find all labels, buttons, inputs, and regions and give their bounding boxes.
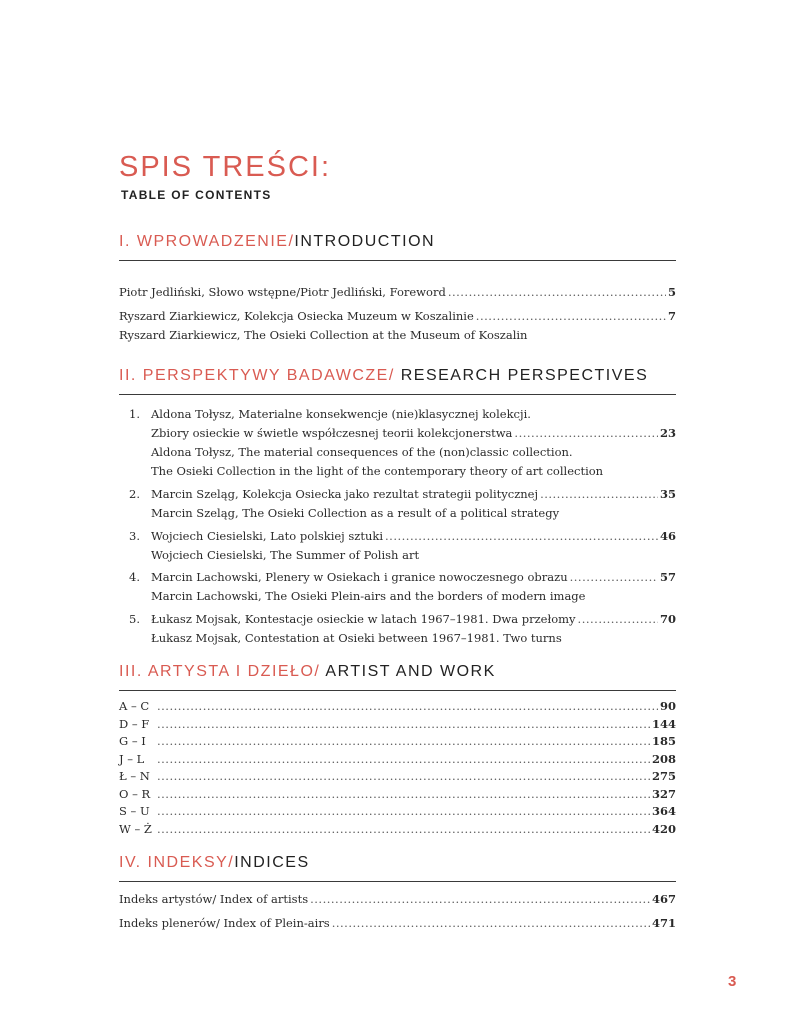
entry-title: Indeks plenerów/ Index of Plein-airs — [119, 916, 330, 930]
entry-title: W – Ż — [119, 821, 152, 836]
section-heading-pl: IV. INDEKSY/ — [119, 854, 235, 871]
alphabetical-index-list — [119, 698, 676, 838]
entry-page: 420 — [651, 821, 676, 836]
dot-leader — [476, 307, 666, 326]
entry-number: 1. — [129, 407, 140, 421]
toc-entry[interactable] — [119, 821, 676, 839]
dot-leader — [514, 424, 658, 443]
toc-entry[interactable] — [119, 914, 676, 933]
toc-entry[interactable] — [119, 485, 676, 523]
toc-entry[interactable] — [119, 610, 676, 648]
entry-page: 144 — [651, 716, 676, 731]
entry-number: 5. — [129, 612, 140, 626]
entry-translation: Marcin Szeląg, The Osieki Collection as a result of a political strategy — [151, 506, 560, 520]
entry-page: 70 — [659, 612, 676, 626]
entry-translation: Aldona Tołysz, The material consequences of the (non)classic collection. — [151, 445, 573, 459]
toc-entry[interactable] — [119, 527, 676, 565]
entry-page: 5 — [667, 285, 676, 299]
section-heading-pl: I. WPROWADZENIE/ — [119, 233, 295, 250]
entry-title: G – I — [119, 734, 146, 748]
entry-page: 57 — [659, 570, 676, 584]
entry-page: 23 — [659, 426, 676, 440]
entry-title: O – R — [119, 786, 151, 801]
section-heading-en: INTRODUCTION — [294, 233, 436, 250]
toc-entry[interactable] — [119, 405, 676, 481]
section-heading-artist-and-work — [119, 662, 676, 691]
dot-leader — [157, 751, 650, 769]
toc-entry[interactable] — [119, 283, 676, 302]
dot-leader — [578, 610, 658, 629]
entry-title: Łukasz Mojsak, Kontestacje osieckie w latach 1967–1981. Dwa przełomy — [151, 612, 576, 626]
page-number: 3 — [728, 973, 737, 990]
toc-entry[interactable] — [119, 307, 676, 345]
entry-page: 208 — [651, 751, 676, 766]
section-heading-en: RESEARCH PERSPECTIVES — [394, 367, 649, 384]
entry-page: 35 — [659, 487, 676, 501]
dot-leader — [332, 914, 650, 933]
entry-title: D – F — [119, 716, 150, 731]
entry-title: Piotr Jedliński, Słowo wstępne/Piotr Jedliński, Foreword — [119, 285, 446, 299]
dot-leader — [157, 821, 650, 839]
toc-entry[interactable] — [119, 733, 676, 751]
entry-page: 471 — [651, 916, 676, 930]
entry-page: 467 — [651, 892, 676, 906]
dot-leader — [540, 485, 658, 504]
toc-entry[interactable] — [119, 751, 676, 769]
entry-title: J – L — [119, 751, 145, 766]
entry-translation: Marcin Lachowski, The Osieki Plein-airs and the borders of modern image — [151, 589, 586, 603]
dot-leader — [570, 568, 658, 587]
entry-title: Ł – N — [119, 769, 150, 783]
entry-translation: Wojciech Ciesielski, The Summer of Polish art — [151, 548, 420, 562]
entry-title: A – C — [119, 699, 150, 713]
entry-title: Indeks artystów/ Index of artists — [119, 892, 309, 906]
dot-leader — [157, 786, 650, 804]
entry-page: 364 — [651, 804, 676, 818]
section-heading-pl: II. PERSPEKTYWY BADAWCZE/ — [119, 367, 395, 384]
entry-page: 275 — [651, 769, 676, 783]
entry-translation: Łukasz Mojsak, Contestation at Osieki between 1967–1981. Two turns — [151, 631, 562, 645]
entry-page: 7 — [667, 309, 676, 323]
page-subtitle: TABLE OF CONTENTS — [121, 188, 272, 202]
toc-entry[interactable] — [119, 568, 676, 606]
entry-title: Marcin Szeląg, Kolekcja Osiecka jako rezultat strategii politycznej — [151, 487, 539, 501]
dot-leader — [157, 733, 650, 751]
entry-title: Marcin Lachowski, Plenery w Osiekach i granice nowoczesnego obrazu — [151, 570, 568, 584]
dot-leader — [157, 698, 658, 716]
dot-leader — [157, 803, 650, 821]
dot-leader — [310, 890, 650, 909]
dot-leader — [448, 283, 666, 302]
entry-title: Zbiory osieckie w świetle współczesnej teorii kolekcjonerstwa — [151, 426, 513, 440]
toc-entry[interactable] — [119, 716, 676, 734]
entry-page: 185 — [651, 734, 676, 748]
toc-entry[interactable] — [119, 803, 676, 821]
section-heading-en: ARTIST AND WORK — [320, 663, 496, 680]
toc-entry[interactable] — [119, 698, 676, 716]
entry-translation: The Osieki Collection in the light of the contemporary theory of art collection — [151, 464, 604, 478]
entry-title: Wojciech Ciesielski, Lato polskiej sztuki — [151, 529, 384, 543]
entry-title: S – U — [119, 804, 150, 818]
dot-leader — [157, 716, 650, 734]
entry-title-first-line: Aldona Tołysz, Materialne konsekwencje (nie)klasycznej kolekcji. — [151, 407, 531, 421]
toc-entry[interactable] — [119, 786, 676, 804]
entry-title: Ryszard Ziarkiewicz, Kolekcja Osiecka Muzeum w Koszalinie — [119, 309, 474, 323]
entry-number: 3. — [129, 529, 140, 543]
entry-number: 4. — [129, 570, 140, 584]
dot-leader — [157, 768, 650, 786]
section-heading-indices — [119, 853, 676, 882]
section-heading-en: INDICES — [234, 854, 310, 871]
entry-page: 327 — [651, 786, 676, 801]
dot-leader — [385, 527, 658, 546]
entry-page: 46 — [659, 529, 676, 543]
entry-translation: Ryszard Ziarkiewicz, The Osieki Collection at the Museum of Koszalin — [119, 328, 528, 342]
page-title: SPIS TREŚCI: — [119, 151, 332, 183]
entry-number: 2. — [129, 487, 140, 501]
toc-entry[interactable] — [119, 890, 676, 909]
entry-page: 90 — [659, 699, 676, 713]
section-heading-pl: III. ARTYSTA I DZIEŁO/ — [119, 663, 321, 680]
section-heading-research — [119, 366, 676, 395]
section-heading-introduction — [119, 232, 676, 261]
toc-entry[interactable] — [119, 768, 676, 786]
